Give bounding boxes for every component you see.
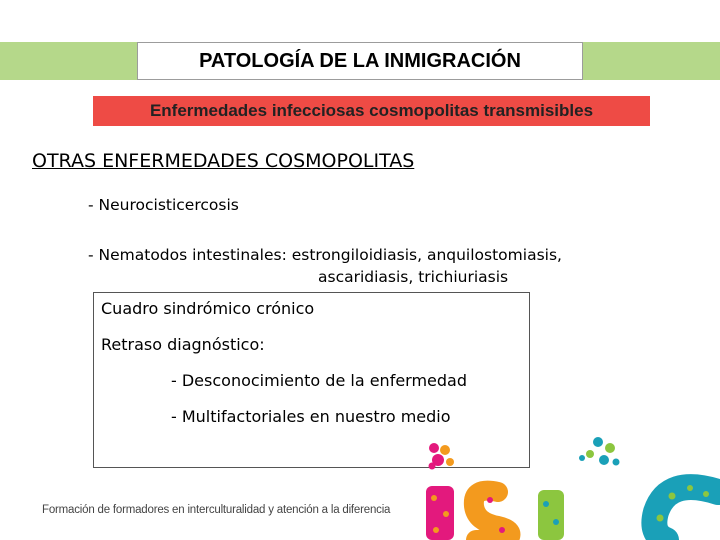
bullet-nematodos: - Nematodos intestinales: estrongiloidiasis, anquilostomiasis, bbox=[88, 246, 562, 264]
isic-logo-icon bbox=[420, 436, 720, 540]
info-line-cuadro: Cuadro sindrómico crónico bbox=[101, 299, 315, 318]
logo-stem-i-2 bbox=[538, 490, 564, 540]
logo-letter-c bbox=[654, 485, 718, 540]
section-heading: OTRAS ENFERMEDADES COSMOPOLITAS bbox=[32, 150, 415, 172]
bullet-neurocisticercosis: - Neurocisticercosis bbox=[88, 196, 239, 214]
page-title: PATOLOGÍA DE LA INMIGRACIÓN bbox=[137, 42, 583, 80]
info-line-retraso: Retraso diagnóstico: bbox=[101, 335, 265, 354]
info-line-multifactoriales: - Multifactoriales en nuestro medio bbox=[171, 407, 451, 426]
logo-stem-i bbox=[426, 486, 454, 540]
page-subtitle: Enfermedades infecciosas cosmopolitas transmisibles bbox=[93, 96, 650, 126]
footer-text: Formación de formadores en interculturalidad y atención a la diferencia bbox=[42, 504, 391, 516]
logo-dot-1 bbox=[429, 443, 455, 470]
bullet-nematodos-continuation: ascaridiasis, trichiuriasis bbox=[318, 268, 509, 286]
logo-letter-s bbox=[474, 491, 511, 540]
info-line-desconocimiento: - Desconocimiento de la enfermedad bbox=[171, 371, 468, 390]
logo-dot-2 bbox=[579, 437, 620, 466]
